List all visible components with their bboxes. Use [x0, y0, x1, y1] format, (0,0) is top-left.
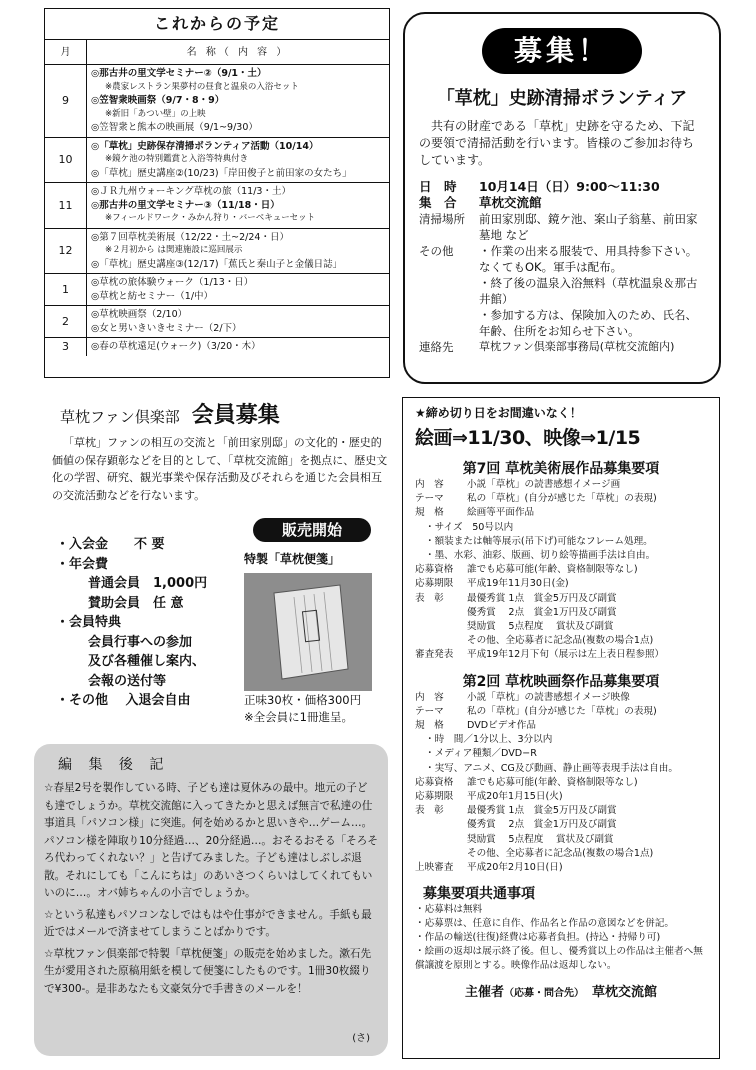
art-deadline: 応募期限 平成19年11月30日(金)	[415, 578, 569, 590]
schedule-item: ◎笠智衆と熊本の映画展（9/1~9/30）	[91, 122, 258, 133]
recruit-intro: 共有の財産である「草枕」史跡を守るため、下記の要領で清掃活動を行います。皆様のご参加お待ちしています。	[419, 119, 695, 167]
schedule-month: 10	[45, 138, 87, 183]
film-deadline: 応募期限 平成20年1月15日(火)	[415, 791, 563, 803]
schedule-item: ◎草枕の旅体験ウォーク（1/13・日）	[91, 277, 254, 288]
film-spec-3: ・実写、アニメ、CG及び動画、静止画等表現手法は自由。	[425, 762, 678, 774]
sale-block	[244, 518, 380, 725]
art-award-1: 表 彰 最優秀賞 1点 賞金5万円及び副賞	[415, 592, 617, 604]
schedule-title: これからの予定	[153, 14, 280, 33]
editor-note	[34, 744, 388, 1056]
schedule-item: ◎「草枕」歴史講座③(12/17)「蕉氏と秦山子と金儀日誌」	[91, 258, 343, 270]
art-spec-1: ・サイズ 50号以内	[425, 521, 514, 533]
schedule-month: 11	[45, 183, 87, 228]
schedule-row	[45, 138, 389, 184]
club-regular: 普通会員 1,000円	[88, 576, 208, 591]
film-award-3: 奨励賞 5点程度 賞状及び副賞	[467, 833, 614, 845]
club-benefit-3: 会報の送付等	[88, 673, 167, 689]
recruit-meet: 集 合 草枕交流館	[419, 195, 542, 210]
sale-product: 特製「草枕便箋」	[244, 552, 341, 566]
film-award-4: その他、全応募者に記念品(複数の場合1点)	[467, 847, 654, 859]
film-eligibility: 応募資格 誰でも応募可能(年齢、資格制限等なし)	[415, 776, 638, 788]
club-annual: ・年会費	[56, 556, 109, 572]
schedule-col-month: 月	[45, 40, 87, 64]
schedule-month: 1	[45, 274, 87, 305]
recruit-other-3: ・参加する方は、保険加入のため、氏名、年齢、住所をお知らせ下さい。	[479, 308, 698, 338]
stationery-image	[244, 573, 372, 691]
schedule-month: 3	[45, 338, 87, 356]
art-section-title: 第7回 草枕美術展作品募集要項	[462, 461, 660, 477]
schedule-item: ◎ＪＲ九州ウォーキング草枕の旅（11/3・土）	[91, 186, 291, 197]
club-benefit-2: 及び各種催し案内、	[88, 654, 206, 669]
common-note-2: ・応募票は、任意に自作、作品名と作品の意図などを併記。	[415, 918, 675, 930]
recruit-other-2: ・終了後の温泉入浴無料（草枕温泉＆那古井館）	[479, 276, 698, 306]
schedule-item: ※フィールドワーク・みかん狩り・バーベキューセット	[105, 213, 316, 223]
sale-badge: 販売開始	[253, 518, 371, 542]
film-theme: テーマ 私の「草枕」(自分が感じた「草枕」の表現)	[415, 705, 657, 717]
art-judging: 審査発表 平成19年12月下旬（展示は左上表日程参照）	[415, 649, 665, 661]
recruit-date: 日 時 10月14日（日）9:00～11:30	[419, 179, 660, 194]
schedule-row	[45, 306, 389, 338]
art-spec: 規 格 絵画等平面作品	[415, 507, 535, 519]
schedule-row	[45, 274, 389, 306]
schedule-item: ◎那古井の里文学セミナー②（9/1・土）	[91, 68, 267, 79]
schedule-row	[45, 229, 389, 275]
schedule-header	[45, 39, 389, 65]
schedule-month: 9	[45, 65, 87, 137]
schedule-month: 2	[45, 306, 87, 337]
recruit-contact: 連絡先 草枕ファン倶楽部事務局(草枕交流館内)	[419, 340, 675, 354]
schedule-item: ◎「草枕」史跡保存清掃ボランティア活動（10/14）	[91, 140, 319, 152]
schedule-item: ◎那古井の里文学セミナー③（11/18・日）	[91, 199, 280, 211]
editor-para-1: ☆春星2号を製作している時、子ども達は夏休みの最中。地元の子ども達でしょうか。草枕交流館に入ってきたかと思えば無言で私達の仕事道具「パソコン様」に突進。何を始めるかと思いきや…ゲーム…。パソコン様を陣取り10分経過…、20分経過…。おそるおそる「そろそろ代わってくれない？」と告げてみました。子ども達はしぶしぶ退散。それにしても「こんにちは」のあいさつくらいはしてくれてもいいのに…。オバ姉ちゃんの小言でしょうか。	[44, 782, 378, 899]
common-note-3: ・作品の輸送(往復)経費は応募者負担。(持込・持帰り可)	[415, 932, 661, 944]
deadline-dates: 絵画⇒11/30、映像⇒1/15	[415, 427, 641, 449]
schedule-item: ◎第７回草枕美術展（12/22・土~2/24・日）	[91, 231, 289, 243]
club-title-big: 会員募集	[191, 403, 280, 428]
sale-caption-2: ※全会員に1冊進呈。	[244, 710, 353, 724]
sale-caption-1: 正味30枚・価格300円	[244, 693, 362, 707]
common-note-4: ・絵画の返却は展示終了後。但し、優秀賞以上の作品は主催者へ無償譲渡を原則とする。映像作品は返却しない。	[415, 946, 703, 972]
recruit-other: その他 ・作業の出来る服装で、用具持参下さい。なくてもOK。軍手は配布。	[419, 244, 698, 274]
schedule-item: ※２月初から は関連施設に巡回展示	[105, 245, 243, 255]
schedule-col-content: 名 称（ 内 容 ）	[186, 47, 290, 58]
schedule-item: ※鏡ケ池の特別鑑賞と入浴等特典付き	[105, 154, 249, 164]
club-intro: 「草枕」ファンの相互の交流と「前田家別邸」の文化的・歴史的価値の保存顕彰などを目的として、「草枕交流館」を拠点に、歴史文化の学習、研究、観光事業や保存活動及びそれらを通じた会員相互の交流活動などを行ないます。	[52, 436, 388, 502]
recruit-title: 「草枕」史跡清掃ボランティア	[436, 88, 688, 109]
art-film-recruit-box	[402, 397, 720, 1059]
schedule-item: ◎女と男いきいきセミナー（2/下）	[91, 322, 242, 334]
common-note-1: ・応募料は無料	[415, 904, 483, 916]
schedule-item: ◎笠智衆映画祭（9/7・8・9）	[91, 95, 225, 106]
art-eligibility: 応募資格 誰でも応募可能(年齢、資格制限等なし)	[415, 564, 638, 576]
organizer: 主催者（応募・問合先） 草枕交流館	[464, 985, 658, 1001]
art-content: 内 容 小説「草枕」の読書感想イメージ画	[415, 479, 621, 490]
club-benefits: ・会員特典	[56, 615, 122, 630]
schedule-item: ※農家レストラン果夢村の昼食と温泉の入浴セット	[105, 81, 299, 92]
club-heading	[60, 398, 280, 429]
deadline-notice: ★締め切り日をお間違いなく！	[415, 406, 582, 420]
volunteer-recruit-box	[403, 12, 721, 384]
film-content: 内 容 小説「草枕」の読書感想イメージ映像	[415, 691, 630, 703]
editor-signature: (さ)	[352, 1033, 370, 1044]
club-details	[56, 535, 256, 711]
club-fee: ・入会金 不 要	[56, 537, 165, 552]
schedule-rows	[45, 65, 389, 356]
art-spec-2: ・額装または軸等展示(吊下げ)可能なフレーム処理。	[425, 535, 653, 547]
film-spec: 規 格 DVDビデオ作品	[415, 720, 536, 732]
schedule-table	[44, 8, 390, 378]
film-screening: 上映審査 平成20年2月10日(日)	[415, 862, 563, 874]
club-benefit-1: 会員行事への参加	[88, 634, 193, 650]
schedule-month: 12	[45, 229, 87, 274]
schedule-row	[45, 338, 389, 356]
schedule-item: ※新旧「あつい壁」の上映	[105, 108, 206, 119]
art-theme: テーマ 私の「草枕」(自分が感じた「草枕」の表現)	[415, 493, 657, 505]
common-section-title: 募集要項共通事項	[423, 886, 535, 903]
club-support: 賛助会員 任 意	[88, 595, 184, 611]
editor-title: 編 集 後 記	[58, 757, 170, 773]
club-title-small: 草枕ファン倶楽部	[60, 408, 180, 426]
schedule-item: ◎草枕映画祭（2/10）	[91, 309, 188, 320]
editor-para-3: ☆草枕ファン倶楽部で特製「草枕便箋」の販売を始めました。漱石先生が愛用された原稿用紙を模して便箋にしたものです。1冊30枚綴りで¥300-。是非あなたも文豪気分で手書きのメールを！	[44, 947, 372, 995]
schedule-item: ◎草枕と紡セミナー（1/中）	[91, 290, 214, 302]
film-award-2: 優秀賞 2点 賞金1万円及び副賞	[467, 819, 617, 831]
stationery-photo	[244, 573, 372, 691]
art-spec-3: ・墨、水彩、油彩、版画、切り絵等描画手法は自由。	[425, 550, 656, 562]
art-award-2: 優秀賞 2点 賞金1万円及び副賞	[467, 606, 617, 618]
schedule-row	[45, 183, 389, 229]
editor-para-2: ☆という私達もパソコンなしではもはや仕事ができません。手紙も最近ではメールで済ませてしまうことばかりです。	[44, 908, 372, 938]
recruit-badge: 募集！	[482, 28, 642, 74]
film-section-title: 第2回 草枕映画祭作品募集要項	[462, 673, 660, 690]
art-award-4: その他、全応募者に記念品(複数の場合1点)	[467, 635, 654, 647]
film-spec-2: ・メディア種類／DVD−R	[425, 748, 537, 760]
film-spec-1: ・時 間／1分以上、3分以内	[425, 734, 553, 746]
recruit-place: 清掃場所 前田家別邸、鏡ケ池、案山子翁墓、前田家墓地 など	[419, 212, 698, 242]
schedule-item: ◎「草枕」歴史講座②(10/23)「岸田俊子と前田家の女たち」	[91, 167, 352, 179]
schedule-row	[45, 65, 389, 138]
film-award-1: 表 彰 最優秀賞 1点 賞金5万円及び副賞	[415, 805, 617, 817]
schedule-item: ◎春の草枕遠足(ウォーク)（3/20・木）	[91, 341, 261, 352]
club-other: ・その他 入退会自由	[56, 693, 191, 708]
art-award-3: 奨励賞 5点程度 賞状及び副賞	[467, 621, 614, 633]
